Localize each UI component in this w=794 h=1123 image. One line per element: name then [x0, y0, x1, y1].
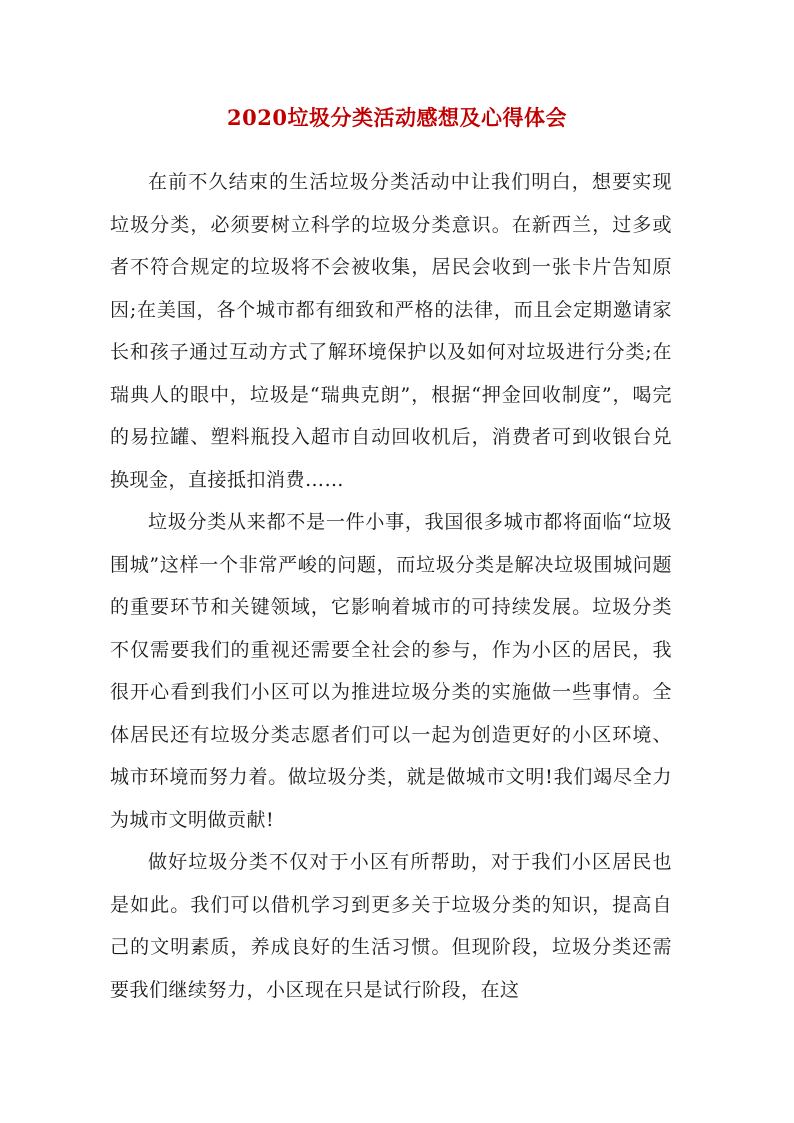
- document-title: 2020垃圾分类活动感想及心得体会: [227, 105, 567, 130]
- paragraph-3: 做好垃圾分类不仅对于小区有所帮助，对于我们小区居民也是如此。我们可以借机学习到更多关于垃圾分类的知识，提高自己的文明素质，养成良好的生活习惯。但现阶段，垃圾分类还需要我们继续努力，小区现在只是试行阶段，在这: [110, 851, 672, 1001]
- paragraph-2: 垃圾分类从来都不是一件小事，我国很多城市都将面临“垃圾围城”这样一个非常严峻的问题，而垃圾分类是解决垃圾围城问题的重要环节和关键领域，它影响着城市的可持续发展。垃圾分类不仅需要我们的重视还需要全社会的参与，作为小区的居民，我很开心看到我们小区可以为推进垃圾分类的实施做一些事情。全体居民还有垃圾分类志愿者们可以一起为创造更好的小区环境、城市环境而努力着。做垃圾分类，就是做城市文明!我们竭尽全力为城市文明做贡献!: [110, 511, 672, 831]
- paragraph-1: 在前不久结束的生活垃圾分类活动中让我们明白，想要实现垃圾分类，必须要树立科学的垃圾分类意识。在新西兰，过多或者不符合规定的垃圾将不会被收集，居民会收到一张卡片告知原因;在美国，各个城市都有细致和严格的法律，而且会定期邀请家长和孩子通过互动方式了解环境保护以及如何对垃圾进行分类;在瑞典人的眼中，垃圾是“瑞典克朗”，根据“押金回收制度”，喝完的易拉罐、塑料瓶投入超市自动回收机后，消费者可到收银台兑换现金，直接抵扣消费……: [110, 171, 672, 491]
- document-body: [110, 161, 672, 1011]
